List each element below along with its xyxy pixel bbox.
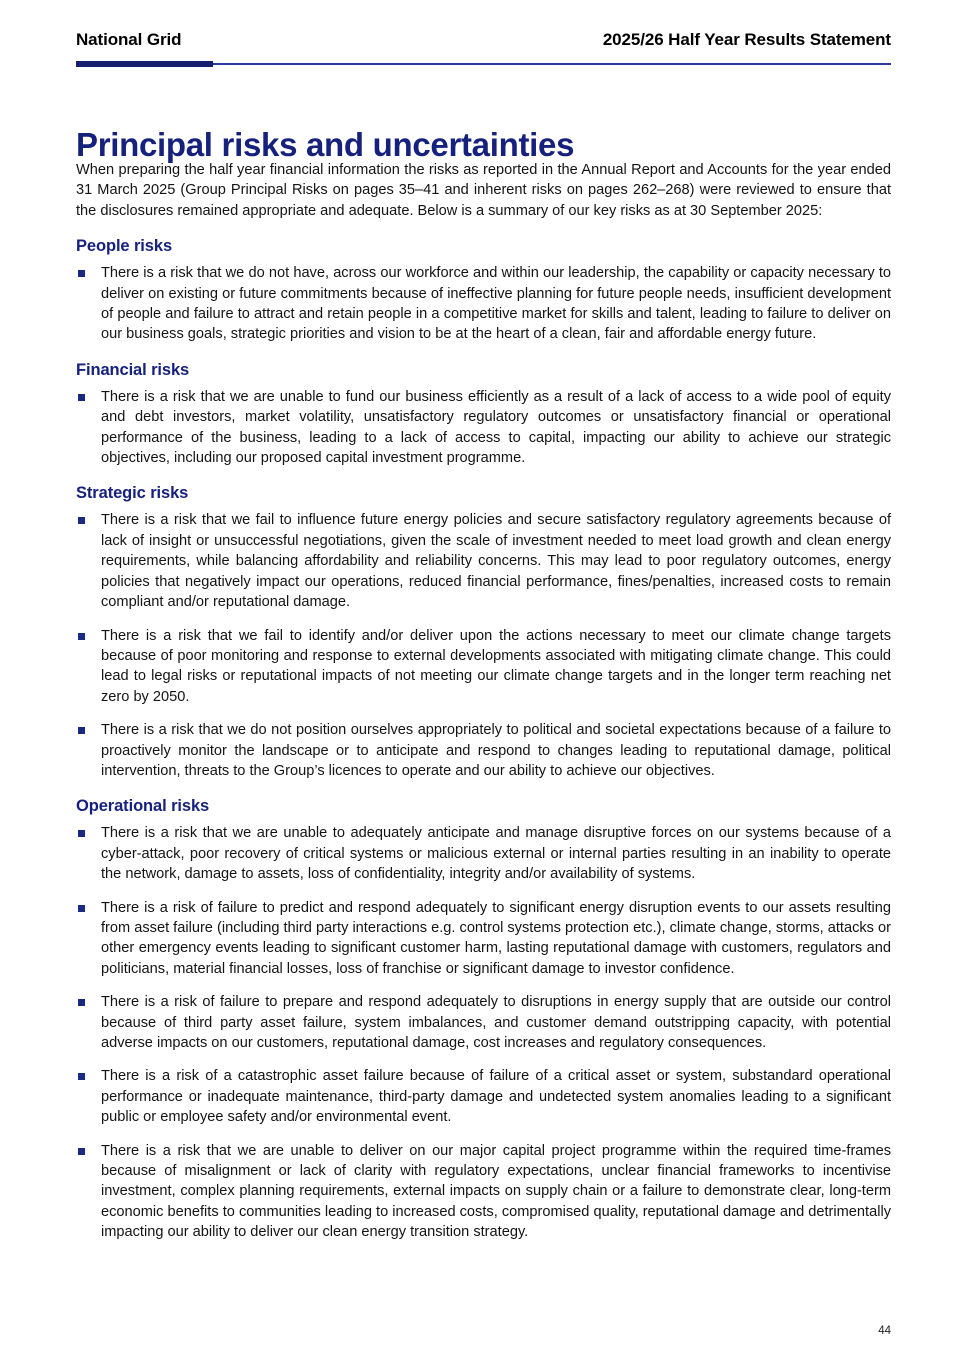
- section-heading-people-risks: People risks: [76, 237, 173, 256]
- company-name: National Grid: [76, 30, 182, 49]
- list-item-text: There is a risk that we fail to influence future energy policies and secure satisfactory regulatory agreements because of lack of insight or unsuccessful negotiations, given the scale of investment needed to meet load growth and clean energy requirements, while balancing affordability and reliability concerns. This may lead to poor regulatory outcomes, energy policies that negatively impact our operations, reduced financial performance, fines/penalties, increased costs to remain compliant and/or reputational damage.: [101, 512, 891, 611]
- page-number: 44: [878, 1325, 891, 1337]
- square-bullet-icon: [78, 633, 85, 640]
- page-content: [76, 160, 891, 1243]
- intro-paragraph: When preparing the half year financial information the risks as reported in the Annual Report and Accounts for the year ended 31 March 2025 (Group Principal Risks on pages 35–41 and inherent risks on pages 262–268) were reviewed to ensure that the disclosures remained appropriate and adequate. Below is a summary of our key risks as at 30 September 2025:: [76, 162, 891, 219]
- list-item: [76, 1141, 891, 1243]
- bullet-list-operational-risks: [76, 823, 891, 1242]
- square-bullet-icon: [78, 517, 85, 524]
- square-bullet-icon: [78, 394, 85, 401]
- section-people-risks: [76, 237, 891, 345]
- header-divider: [76, 61, 891, 67]
- section-financial-risks: [76, 361, 891, 469]
- header-divider-thick-line: [76, 61, 213, 67]
- bullet-list-financial-risks: [76, 387, 891, 469]
- list-item: [76, 1066, 891, 1127]
- list-item-text: There is a risk that we fail to identify and/or deliver upon the actions necessary to meet our climate change targets because of poor monitoring and response to external developments associated with mitigating climate change. This could lead to legal risks or reputational impacts of not meeting our climate change targets and in the longer term reaching net zero by 2050.: [101, 627, 891, 705]
- list-item: [76, 510, 891, 612]
- list-item-text: There is a risk that we are unable to deliver on our major capital project programme within the required time-frames because of misalignment or lack of clarity with regulatory expectations, unclear financial frameworks to incentivise investment, complex planning requirements, external impacts on supply chain or a failure to demonstrate clear, long-term economic benefits to communities leading to increased costs, compromised quality, reputational damage and detrimentally impacting our ability to deliver our clean energy transition strategy.: [101, 1142, 891, 1241]
- list-item: [76, 263, 891, 345]
- list-item: [76, 898, 891, 980]
- report-title: 2025/26 Half Year Results Statement: [602, 30, 891, 49]
- section-heading-financial-risks: Financial risks: [76, 360, 190, 379]
- list-item: [76, 626, 891, 708]
- list-item-text: There is a risk that we do not have, across our workforce and within our leadership, the capability or capacity necessary to deliver on existing or future commitments because of ineffective planning for future people needs, insufficient development of people and failure to attract and retain people in a competitive market for skills and talent, leading to failure to deliver on our business goals, strategic priorities and vision to be at the heart of a clean, fair and affordable energy future.: [101, 265, 891, 343]
- list-item-text: There is a risk of a catastrophic asset failure because of failure of a critical asset or system, substandard operational performance or inadequate maintenance, third-party damage and undetected system anomalies leading to a significant public or employee safety and/or environmental event.: [101, 1068, 891, 1126]
- section-operational-risks: [76, 797, 891, 1242]
- list-item-text: There is a risk of failure to prepare and respond adequately to disruptions in energy supply that are outside our control because of third party asset failure, system imbalances, and customer demand outstripping capacity, with potential adverse impacts on our customers, reputational damage, cost increases and regulatory consequences.: [101, 994, 891, 1051]
- square-bullet-icon: [78, 1148, 85, 1155]
- square-bullet-icon: [78, 1073, 85, 1080]
- list-item-text: There is a risk that we are unable to fund our business efficiently as a result of a lack of access to a wide pool of equity and debt investors, market volatility, unsatisfactory regulatory outcomes or unsatisfactory financial or operational performance of the business, leading to a lack of access to capital, impacting our ability to achieve our strategic objectives, including our proposed capital investment programme.: [101, 388, 891, 467]
- list-item-text: There is a risk that we are unable to adequately anticipate and manage disruptive forces on our systems because of a cyber-attack, poor recovery of critical systems or malicious external or internal parties resulting in an inability to operate the network, damage to assets, loss of confidentiality, integrity and/or availability of systems.: [101, 825, 891, 883]
- list-item-text: There is a risk that we do not position ourselves appropriately to political and societal expectations because of a failure to proactively monitor the landscape or to anticipate and respond to changes leading to reputational damage, political intervention, threats to the Group’s licences to operate and our ability to achieve our objectives.: [101, 722, 891, 779]
- square-bullet-icon: [78, 727, 85, 734]
- square-bullet-icon: [78, 830, 85, 837]
- square-bullet-icon: [78, 999, 85, 1006]
- section-strategic-risks: [76, 484, 891, 781]
- section-heading-operational-risks: Operational risks: [76, 797, 210, 816]
- page-title: Principal risks and uncertainties: [76, 126, 575, 164]
- document-header-row: [76, 30, 891, 50]
- list-item: [76, 823, 891, 884]
- bullet-list-strategic-risks: [76, 510, 891, 781]
- square-bullet-icon: [78, 905, 85, 912]
- list-item: [76, 387, 891, 469]
- document-header: [76, 30, 891, 70]
- square-bullet-icon: [78, 270, 85, 277]
- list-item-text: There is a risk of failure to predict and respond adequately to significant energy disruption events to our assets resulting from asset failure (including third party interactions e.g. control systems protection etc.), climate change, storms, attacks or other emergency events leading to significant customer harm, lasting reputational damage with customers, regulators and politicians, material financial losses, loss of franchise or significant damage to investor confidence.: [101, 899, 892, 977]
- bullet-list-people-risks: [76, 263, 891, 345]
- section-heading-strategic-risks: Strategic risks: [76, 484, 189, 503]
- list-item: [76, 992, 891, 1053]
- list-item: [76, 720, 891, 781]
